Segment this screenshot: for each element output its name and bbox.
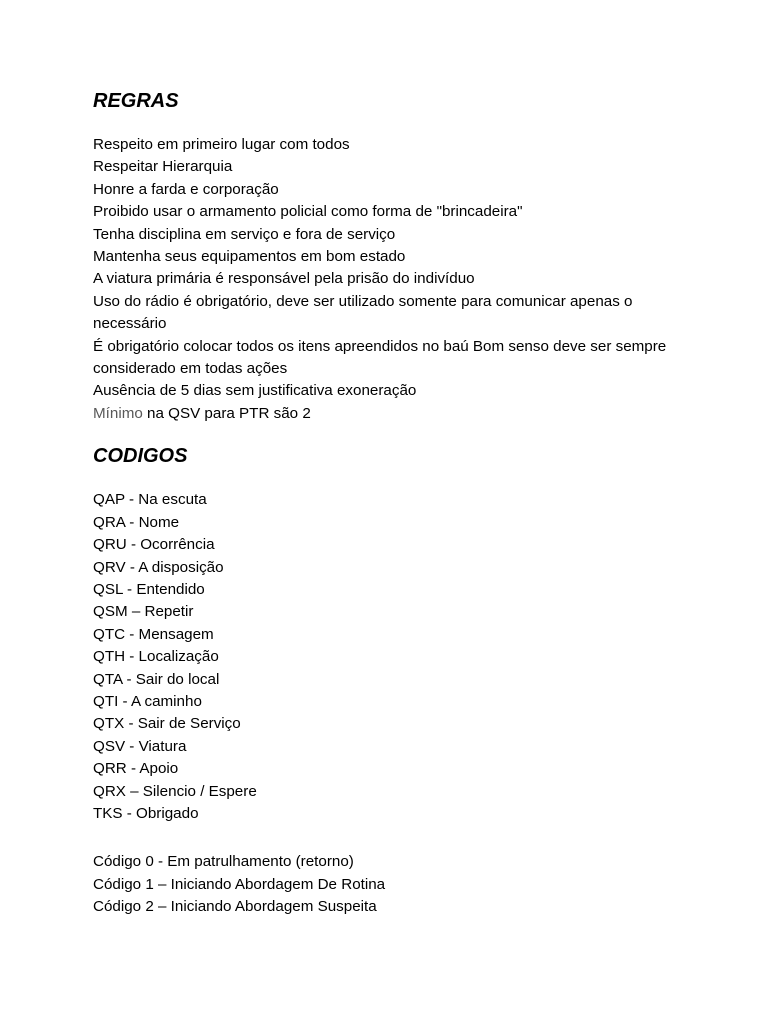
codes-heading: CODIGOS — [93, 445, 188, 468]
rule-item: Proibido usar o armamento policial como forma de "brincadeira" — [93, 203, 523, 221]
rule-item: Uso do rádio é obrigatório, deve ser utilizado somente para comunicar apenas o necessário — [93, 292, 633, 333]
numbered-code-item: Código 1 – Iniciando Abordagem De Rotina — [93, 875, 386, 893]
q-code-item: QAP - Na escuta — [93, 491, 207, 509]
q-code-item: QRV - A disposição — [93, 558, 224, 576]
document-page — [93, 88, 693, 919]
q-code-item: QTI - A caminho — [93, 692, 202, 710]
q-code-item: TKS - Obrigado — [93, 804, 199, 822]
rule-item: Tenha disciplina em serviço e fora de serviço — [93, 225, 396, 243]
q-code-item: QRR - Apoio — [93, 760, 179, 778]
rules-heading: REGRAS — [93, 90, 179, 112]
q-code-item: QRA - Nome — [93, 513, 180, 531]
rule-item: A viatura primária é responsável pela prisão do indivíduo — [93, 270, 475, 288]
rule-item-last-rest: na QSV para PTR são 2 — [142, 404, 311, 422]
q-code-item: QSV - Viatura — [93, 737, 187, 755]
rule-item: É obrigatório colocar todos os itens apreendidos no baú Bom senso deve ser sempre considerado em todas ações — [93, 337, 667, 378]
rule-item: Respeito em primeiro lugar com todos — [93, 136, 350, 153]
q-code-item: QTX - Sair de Serviço — [93, 715, 241, 733]
rule-item: Mantenha seus equipamentos em bom estado — [93, 248, 406, 266]
rules-list — [93, 134, 693, 425]
numbered-code-item: Código 2 – Iniciando Abordagem Suspeita — [93, 898, 377, 916]
q-code-item: QTA - Sair do local — [93, 670, 220, 688]
rule-item-last-prefix: Mínimo — [93, 404, 143, 422]
rule-item: Honre a farda e corporação — [93, 180, 279, 198]
rule-item-last — [93, 403, 693, 425]
section-spacer — [93, 825, 693, 851]
q-code-item: QRU - Ocorrência — [93, 536, 215, 554]
q-code-item: QTC - Mensagem — [93, 625, 214, 643]
q-code-item: QRX – Silencio / Espere — [93, 782, 257, 800]
numbered-code-item: Código 0 - Em patrulhamento (retorno) — [93, 853, 354, 871]
q-code-item: QSM – Repetir — [93, 603, 194, 621]
q-code-item: QTH - Localização — [93, 648, 219, 666]
numbered-codes-list — [93, 851, 693, 918]
q-codes-list — [93, 489, 693, 825]
rule-item: Respeitar Hierarquia — [93, 158, 233, 176]
q-code-item: QSL - Entendido — [93, 580, 205, 598]
rule-item: Ausência de 5 dias sem justificativa exoneração — [93, 382, 417, 400]
